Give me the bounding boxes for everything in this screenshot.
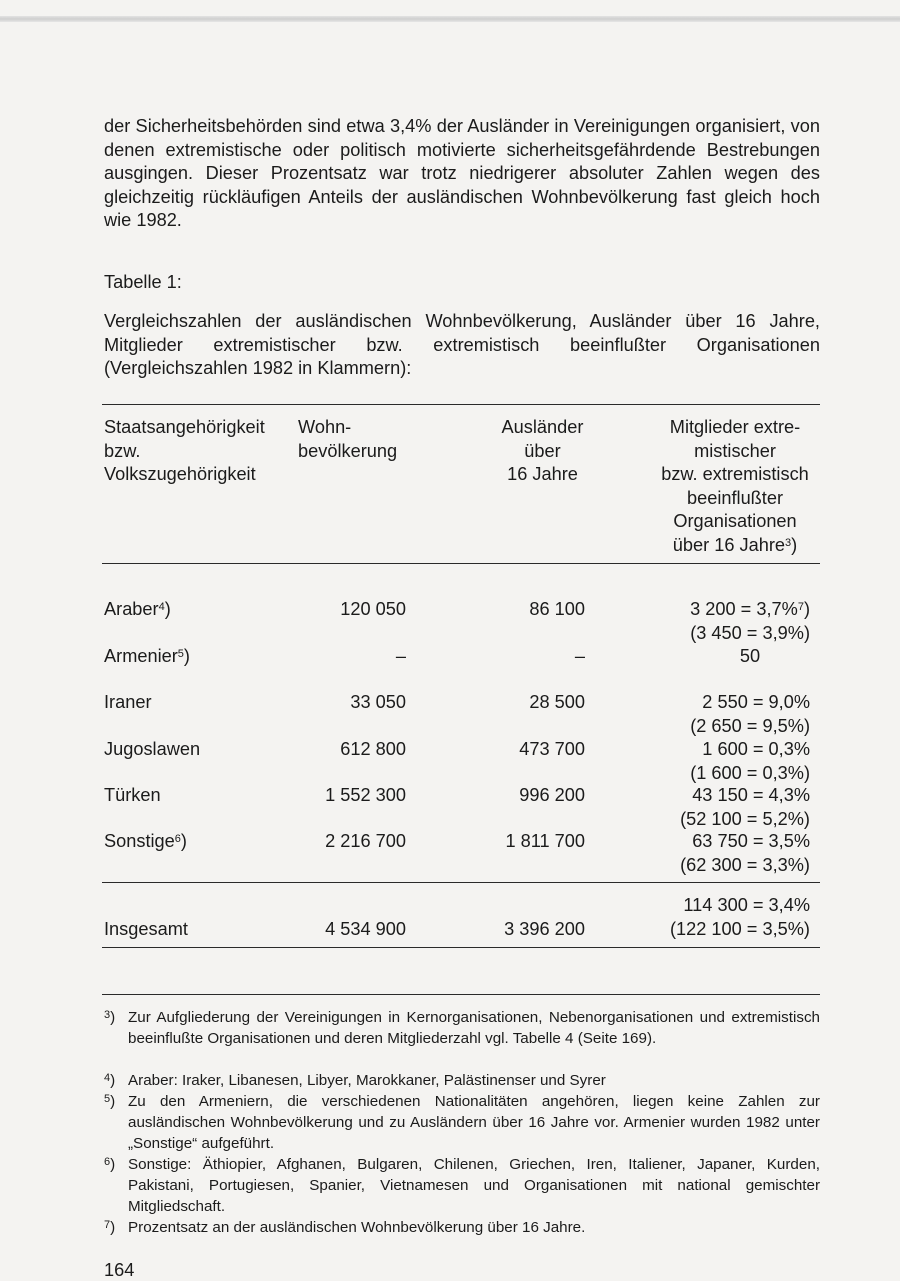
row-members: 2 550 = 9,0% (702, 692, 810, 712)
row-members-1982: (2 650 = 9,5%) (690, 716, 810, 736)
table-bottom-rule (102, 947, 820, 948)
footnote (104, 1217, 820, 1238)
row-population: 33 050 (350, 692, 406, 712)
header-line: Wohn- (298, 417, 352, 437)
header-line: Staatsangehörigkeit (104, 417, 265, 437)
row-name: Armenier$^5$) (104, 646, 190, 666)
footnote-mark: $^4$) (104, 1072, 116, 1089)
row-population: 120 050 (340, 599, 406, 619)
header-line: beeinflußter (686, 487, 784, 508)
row-members-1982: (1 600 = 0,3%) (690, 763, 810, 783)
row-name: Araber$^4$) (104, 599, 171, 619)
footnote-rule (102, 994, 820, 995)
header-line: bevölkerung (298, 440, 398, 461)
footnote-text: Zur Aufgliederung der Vereinigungen in Kernorganisationen, Nebenorganisationen und extremistisch beeinflußte Organisationen und deren Mitgliederzahl vgl. Tabelle 4 (Seite 169). (128, 1009, 820, 1047)
header-line: Volkszugehörigkeit (104, 464, 256, 484)
row-population: 1 552 300 (325, 785, 406, 805)
footnote (104, 1007, 820, 1049)
footnote-text: Araber: Iraker, Libanesen, Libyer, Marokkaner, Palästinenser und Syrer (128, 1072, 606, 1089)
header-line: über (524, 440, 561, 461)
footnote-mark: $^6$) (104, 1156, 116, 1173)
row-over16: 473 700 (519, 739, 585, 759)
row-members: 63 750 = 3,5% (692, 831, 810, 851)
total-population: 4 534 900 (325, 919, 406, 939)
total-over16: 3 396 200 (504, 919, 585, 939)
header-nationality (104, 416, 265, 487)
row-over16: 28 500 (529, 692, 585, 712)
footnote-text: Prozentsatz an der ausländischen Wohnbevölkerung über 16 Jahre. (128, 1219, 586, 1236)
row-name: Jugoslawen (104, 739, 201, 759)
table-caption: Vergleichszahlen der ausländischen Wohnbevölkerung, Ausländer über 16 Jahre, Mitglieder extremistischer bzw. extremistisch beeinflußter Organisationen (Vergleichszahlen 1982 in Klammern): (104, 311, 820, 378)
row-members: 3 200 = 3,7%$^7$) (690, 599, 810, 619)
header-members (640, 416, 830, 557)
footnote-text: Zu den Armeniern, die verschiedenen Nationalitäten angehören, liegen keine Zahlen zur ausländischen Wohnbevölkerung und zu Ausländern über 16 Jahre vor. Armenier wurden 1982 unter „Sonstige“ aufgeführt. (128, 1093, 820, 1152)
header-line: Organisationen (673, 511, 797, 531)
header-line: über 16 Jahre$^3$) (672, 534, 798, 555)
header-line: bzw. (104, 440, 141, 461)
header-line: Mitglieder extre- (669, 417, 801, 437)
row-over16: 1 811 700 (505, 831, 585, 851)
footnote-mark: $^5$) (104, 1093, 116, 1110)
total-rule (102, 882, 820, 883)
row-name: Türken (104, 785, 161, 805)
row-population: 2 216 700 (325, 831, 406, 851)
header-line: bzw. extremistisch (661, 464, 809, 484)
header-over16 (470, 416, 615, 487)
header-population (298, 416, 397, 463)
row-members: 1 600 = 0,3% (702, 739, 810, 759)
header-line: mistischer (694, 440, 776, 461)
footnote-text: Sonstige: Äthiopier, Afghanen, Bulgaren, Chilenen, Griechen, Iren, Italiener, Japaner, Kurden, Pakistani, Portugiesen, Spanier, Vietnamesen und Organisationen mit national gemischter Mitgliedschaft. (128, 1156, 820, 1215)
total-members: 114 300 = 3,4% (683, 895, 810, 915)
row-members: 43 150 = 4,3% (692, 785, 810, 805)
row-over16: 86 100 (529, 599, 585, 619)
page-number: 164 (104, 1260, 135, 1280)
footnote (104, 1070, 820, 1091)
footnote-mark: $^3$) (104, 1009, 116, 1026)
row-over16: – (574, 646, 585, 666)
header-line: 16 Jahre (507, 464, 578, 484)
row-population: – (395, 646, 406, 666)
total-name: Insgesamt (104, 919, 188, 939)
row-name: Sonstige$^6$) (104, 831, 187, 851)
row-members-1982: (62 300 = 3,3%) (680, 855, 810, 875)
total-members-1982: (122 100 = 3,5%) (669, 919, 810, 939)
table-top-rule (102, 404, 820, 405)
intro-paragraph: der Sicherheitsbehörden sind etwa 3,4% der Ausländer in Vereinigungen organisiert, von denen extremistische oder politisch motivierte sicherheitsgefährdende Bestrebungen ausgingen. Dieser Prozentsatz war trotz niedrigerer absoluter Zahlen wegen des gleichzeitig rückläufigen Anteils der ausländischen Wohnbevölkerung fast gleich hoch wie 1982. (104, 116, 820, 230)
footnote-mark: $^7$) (104, 1219, 116, 1236)
table-label: Tabelle 1: (104, 272, 182, 292)
header-rule (102, 563, 820, 564)
row-name: Iraner (104, 692, 152, 712)
footnote (104, 1154, 820, 1217)
footnote (104, 1091, 820, 1154)
header-line: Ausländer (501, 417, 584, 437)
row-members-1982: (3 450 = 3,9%) (690, 623, 810, 643)
row-population: 612 800 (340, 739, 406, 759)
row-members-1982: (52 100 = 5,2%) (680, 809, 810, 829)
row-members: 50 (739, 646, 761, 666)
row-over16: 996 200 (519, 785, 585, 805)
